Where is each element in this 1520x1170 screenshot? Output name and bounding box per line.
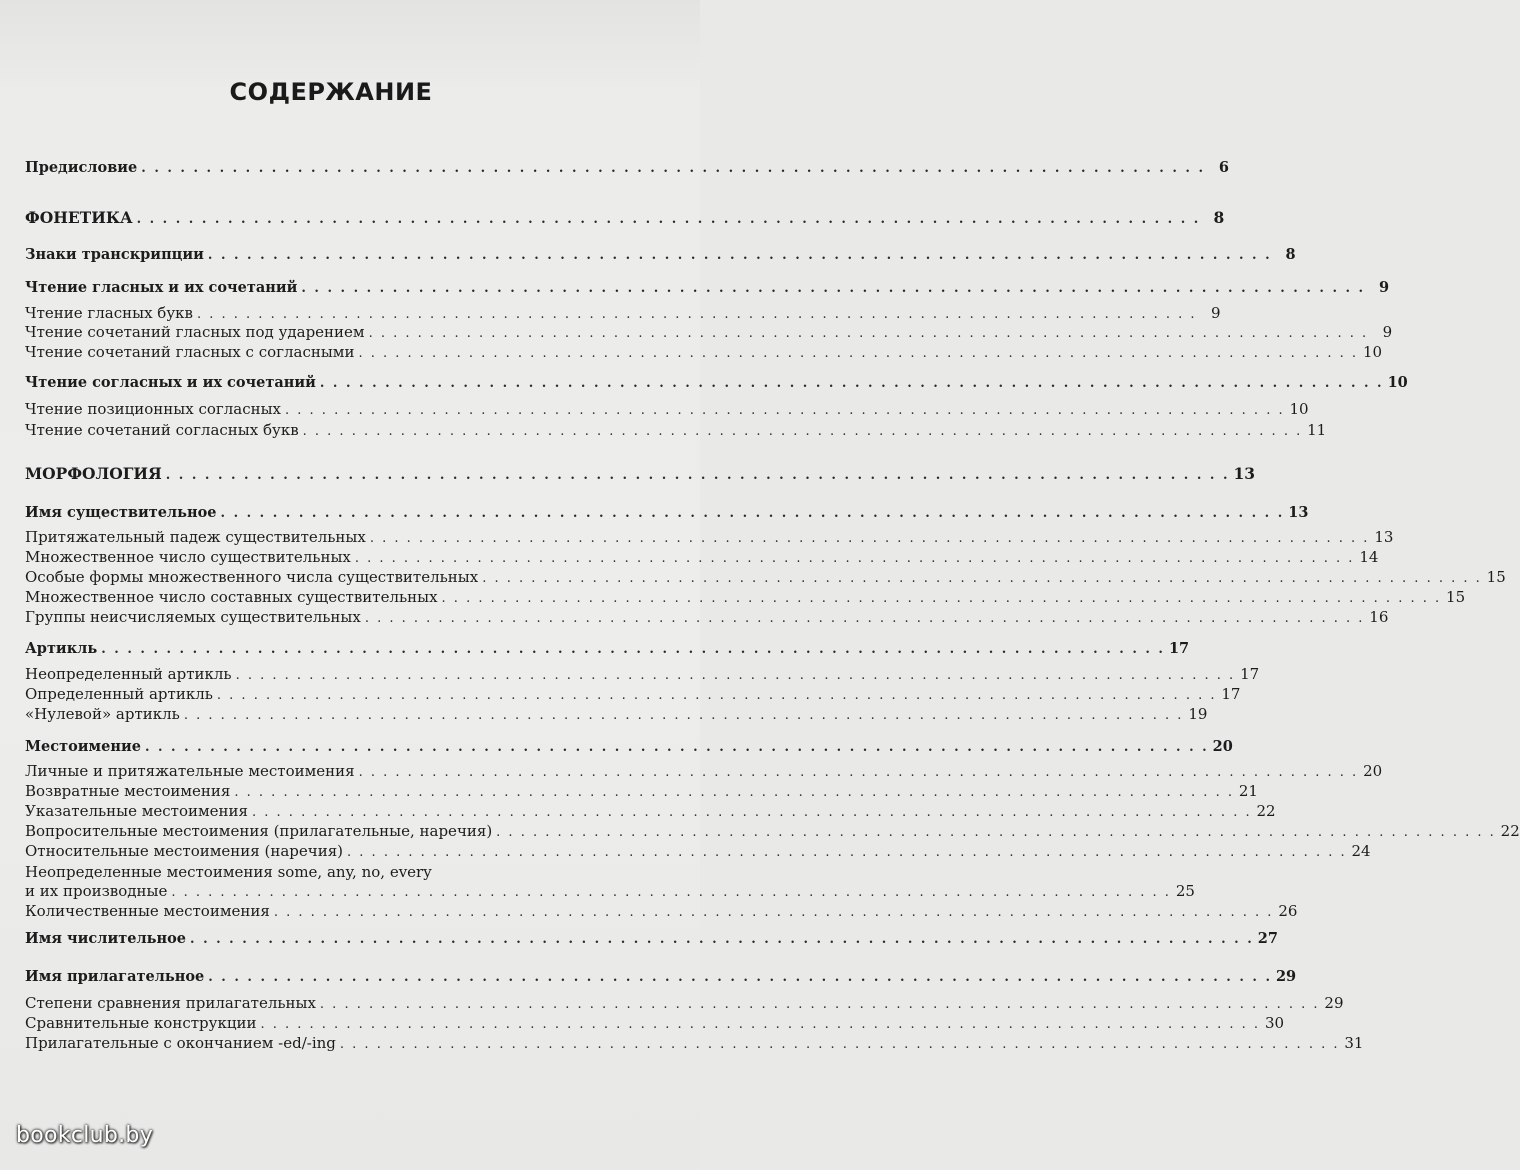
toc-section-morphology: МОРФОЛОГИЯ . . . . . . . . . . . . . . . . . . . . . . . . . . . . . . . . . . . . . . . . . . . . . . . . . . . . . . . . . . . . . . . . . . . . . . . . . . . . . . . . . . 13 bbox=[25, 464, 1256, 483]
toc-subentry: Неопределенный артикль . . . . . . . . . . . . . . . . . . . . . . . . . . . . . . . . . . . . . . . . . . . . . . . . . . . . . . . . . . . . . . . . . . . . . . . . . . . . . . . . . . 17 bbox=[25, 665, 1260, 683]
toc-subentry: Указательные местоимения . . . . . . . . . . . . . . . . . . . . . . . . . . . . . . . . . . . . . . . . . . . . . . . . . . . . . . . . . . . . . . . . . . . . . . . . . . . . . . . . . . 22 bbox=[25, 802, 1276, 820]
toc-entry: Артикль . . . . . . . . . . . . . . . . . . . . . . . . . . . . . . . . . . . . . . . . . . . . . . . . . . . . . . . . . . . . . . . . . . . . . . . . . . . . . . . . . . 17 bbox=[25, 640, 1190, 657]
toc-subentry: Относительные местоимения (наречия) . . . . . . . . . . . . . . . . . . . . . . . . . . . . . . . . . . . . . . . . . . . . . . . . . . . . . . . . . . . . . . . . . . . . . . . . . . . . . . . . . . 24 bbox=[25, 842, 1371, 860]
toc-entry: Знаки транскрипции . . . . . . . . . . . . . . . . . . . . . . . . . . . . . . . . . . . . . . . . . . . . . . . . . . . . . . . . . . . . . . . . . . . . . . . . . . . . . . . . . . 8 bbox=[25, 246, 1296, 263]
toc-subentry: Чтение сочетаний гласных с согласными . . . . . . . . . . . . . . . . . . . . . . . . . . . . . . . . . . . . . . . . . . . . . . . . . . . . . . . . . . . . . . . . . . . . . . . . . . . . . . . . . . 10 bbox=[25, 343, 1383, 361]
toc-subentry: Возвратные местоимения . . . . . . . . . . . . . . . . . . . . . . . . . . . . . . . . . . . . . . . . . . . . . . . . . . . . . . . . . . . . . . . . . . . . . . . . . . . . . . . . . . 21 bbox=[25, 782, 1258, 800]
toc-section-phonetics: ФОНЕТИКА . . . . . . . . . . . . . . . . . . . . . . . . . . . . . . . . . . . . . . . . . . . . . . . . . . . . . . . . . . . . . . . . . . . . . . . . . . . . . . . . . . 8 bbox=[25, 208, 1225, 227]
toc-entry: Имя существительное . . . . . . . . . . . . . . . . . . . . . . . . . . . . . . . . . . . . . . . . . . . . . . . . . . . . . . . . . . . . . . . . . . . . . . . . . . . . . . . . . . 13 bbox=[25, 504, 1309, 521]
toc-subentry: и их производные . . . . . . . . . . . . . . . . . . . . . . . . . . . . . . . . . . . . . . . . . . . . . . . . . . . . . . . . . . . . . . . . . . . . . . . . . . . . . . . . . . 25 bbox=[25, 882, 1195, 900]
toc-subentry: Чтение сочетаний согласных букв . . . . . . . . . . . . . . . . . . . . . . . . . . . . . . . . . . . . . . . . . . . . . . . . . . . . . . . . . . . . . . . . . . . . . . . . . . . . . . . . . . 11 bbox=[25, 421, 1327, 439]
page-title: СОДЕРЖАНИЕ bbox=[229, 78, 433, 106]
toc-entry: Чтение гласных и их сочетаний . . . . . . . . . . . . . . . . . . . . . . . . . . . . . . . . . . . . . . . . . . . . . . . . . . . . . . . . . . . . . . . . . . . . . . . . . . . . . . . . . . 9 bbox=[25, 279, 1390, 296]
watermark: bookclub.by bbox=[16, 1123, 154, 1148]
toc-subentry: Прилагательные с окончанием -ed/-ing . . . . . . . . . . . . . . . . . . . . . . . . . . . . . . . . . . . . . . . . . . . . . . . . . . . . . . . . . . . . . . . . . . . . . . . . . . . . . . . . . . 31 bbox=[25, 1034, 1364, 1052]
toc-subentry: Множественное число существительных . . . . . . . . . . . . . . . . . . . . . . . . . . . . . . . . . . . . . . . . . . . . . . . . . . . . . . . . . . . . . . . . . . . . . . . . . . . . . . . . . . 14 bbox=[25, 548, 1379, 566]
toc-subentry: Чтение позиционных согласных . . . . . . . . . . . . . . . . . . . . . . . . . . . . . . . . . . . . . . . . . . . . . . . . . . . . . . . . . . . . . . . . . . . . . . . . . . . . . . . . . . 10 bbox=[25, 400, 1309, 418]
toc-entry: Имя числительное . . . . . . . . . . . . . . . . . . . . . . . . . . . . . . . . . . . . . . . . . . . . . . . . . . . . . . . . . . . . . . . . . . . . . . . . . . . . . . . . . . 27 bbox=[25, 930, 1278, 947]
toc-subentry: Притяжательный падеж существительных . . . . . . . . . . . . . . . . . . . . . . . . . . . . . . . . . . . . . . . . . . . . . . . . . . . . . . . . . . . . . . . . . . . . . . . . . . . . . . . . . . 13 bbox=[25, 528, 1394, 546]
toc-subentry: Чтение гласных букв . . . . . . . . . . . . . . . . . . . . . . . . . . . . . . . . . . . . . . . . . . . . . . . . . . . . . . . . . . . . . . . . . . . . . . . . . . . . . . . . . . 9 bbox=[25, 304, 1221, 322]
toc-subentry: «Нулевой» артикль . . . . . . . . . . . . . . . . . . . . . . . . . . . . . . . . . . . . . . . . . . . . . . . . . . . . . . . . . . . . . . . . . . . . . . . . . . . . . . . . . . 19 bbox=[25, 705, 1208, 723]
toc-subentry: Сравнительные конструкции . . . . . . . . . . . . . . . . . . . . . . . . . . . . . . . . . . . . . . . . . . . . . . . . . . . . . . . . . . . . . . . . . . . . . . . . . . . . . . . . . . 30 bbox=[25, 1014, 1285, 1032]
toc-entry-preface: Предисловие . . . . . . . . . . . . . . . . . . . . . . . . . . . . . . . . . . . . . . . . . . . . . . . . . . . . . . . . . . . . . . . . . . . . . . . . . . . . . . . . . . 6 bbox=[25, 159, 1229, 176]
toc-entry: Имя прилагательное . . . . . . . . . . . . . . . . . . . . . . . . . . . . . . . . . . . . . . . . . . . . . . . . . . . . . . . . . . . . . . . . . . . . . . . . . . . . . . . . . . 29 bbox=[25, 968, 1297, 985]
toc-subentry: Личные и притяжательные местоимения . . . . . . . . . . . . . . . . . . . . . . . . . . . . . . . . . . . . . . . . . . . . . . . . . . . . . . . . . . . . . . . . . . . . . . . . . . . . . . . . . . 20 bbox=[25, 762, 1383, 780]
toc-subentry: Определенный артикль . . . . . . . . . . . . . . . . . . . . . . . . . . . . . . . . . . . . . . . . . . . . . . . . . . . . . . . . . . . . . . . . . . . . . . . . . . . . . . . . . . 17 bbox=[25, 685, 1241, 703]
toc-subentry: Степени сравнения прилагательных . . . . . . . . . . . . . . . . . . . . . . . . . . . . . . . . . . . . . . . . . . . . . . . . . . . . . . . . . . . . . . . . . . . . . . . . . . . . . . . . . . 29 bbox=[25, 994, 1344, 1012]
toc-subentry: Группы неисчисляемых существительных . . . . . . . . . . . . . . . . . . . . . . . . . . . . . . . . . . . . . . . . . . . . . . . . . . . . . . . . . . . . . . . . . . . . . . . . . . . . . . . . . . 16 bbox=[25, 608, 1389, 626]
toc-subentry: Количественные местоимения . . . . . . . . . . . . . . . . . . . . . . . . . . . . . . . . . . . . . . . . . . . . . . . . . . . . . . . . . . . . . . . . . . . . . . . . . . . . . . . . . . 26 bbox=[25, 902, 1298, 920]
toc-subentry: Вопросительные местоимения (прилагательные, наречия) . . . . . . . . . . . . . . . . . . . . . . . . . . . . . . . . . . . . . . . . . . . . . . . . . . . . . . . . . . . . . . . . . . . . . . . . . . . . . . . . . . 22 bbox=[25, 822, 1520, 840]
toc-subentry: Чтение сочетаний гласных под ударением . . . . . . . . . . . . . . . . . . . . . . . . . . . . . . . . . . . . . . . . . . . . . . . . . . . . . . . . . . . . . . . . . . . . . . . . . . . . . . . . . . 9 bbox=[25, 323, 1393, 341]
toc-subentry: Особые формы множественного числа существительных . . . . . . . . . . . . . . . . . . . . . . . . . . . . . . . . . . . . . . . . . . . . . . . . . . . . . . . . . . . . . . . . . . . . . . . . . . . . . . . . . . 15 bbox=[25, 568, 1506, 586]
toc-subentry-line: Неопределенные местоимения some, any, no, every bbox=[25, 863, 432, 881]
toc-subentry: Множественное число составных существительных . . . . . . . . . . . . . . . . . . . . . . . . . . . . . . . . . . . . . . . . . . . . . . . . . . . . . . . . . . . . . . . . . . . . . . . . . . . . . . . . . . 15 bbox=[25, 588, 1466, 606]
toc-entry: Местоимение . . . . . . . . . . . . . . . . . . . . . . . . . . . . . . . . . . . . . . . . . . . . . . . . . . . . . . . . . . . . . . . . . . . . . . . . . . . . . . . . . . 20 bbox=[25, 738, 1233, 755]
toc-entry: Чтение согласных и их сочетаний . . . . . . . . . . . . . . . . . . . . . . . . . . . . . . . . . . . . . . . . . . . . . . . . . . . . . . . . . . . . . . . . . . . . . . . . . . . . . . . . . . 10 bbox=[25, 374, 1408, 391]
